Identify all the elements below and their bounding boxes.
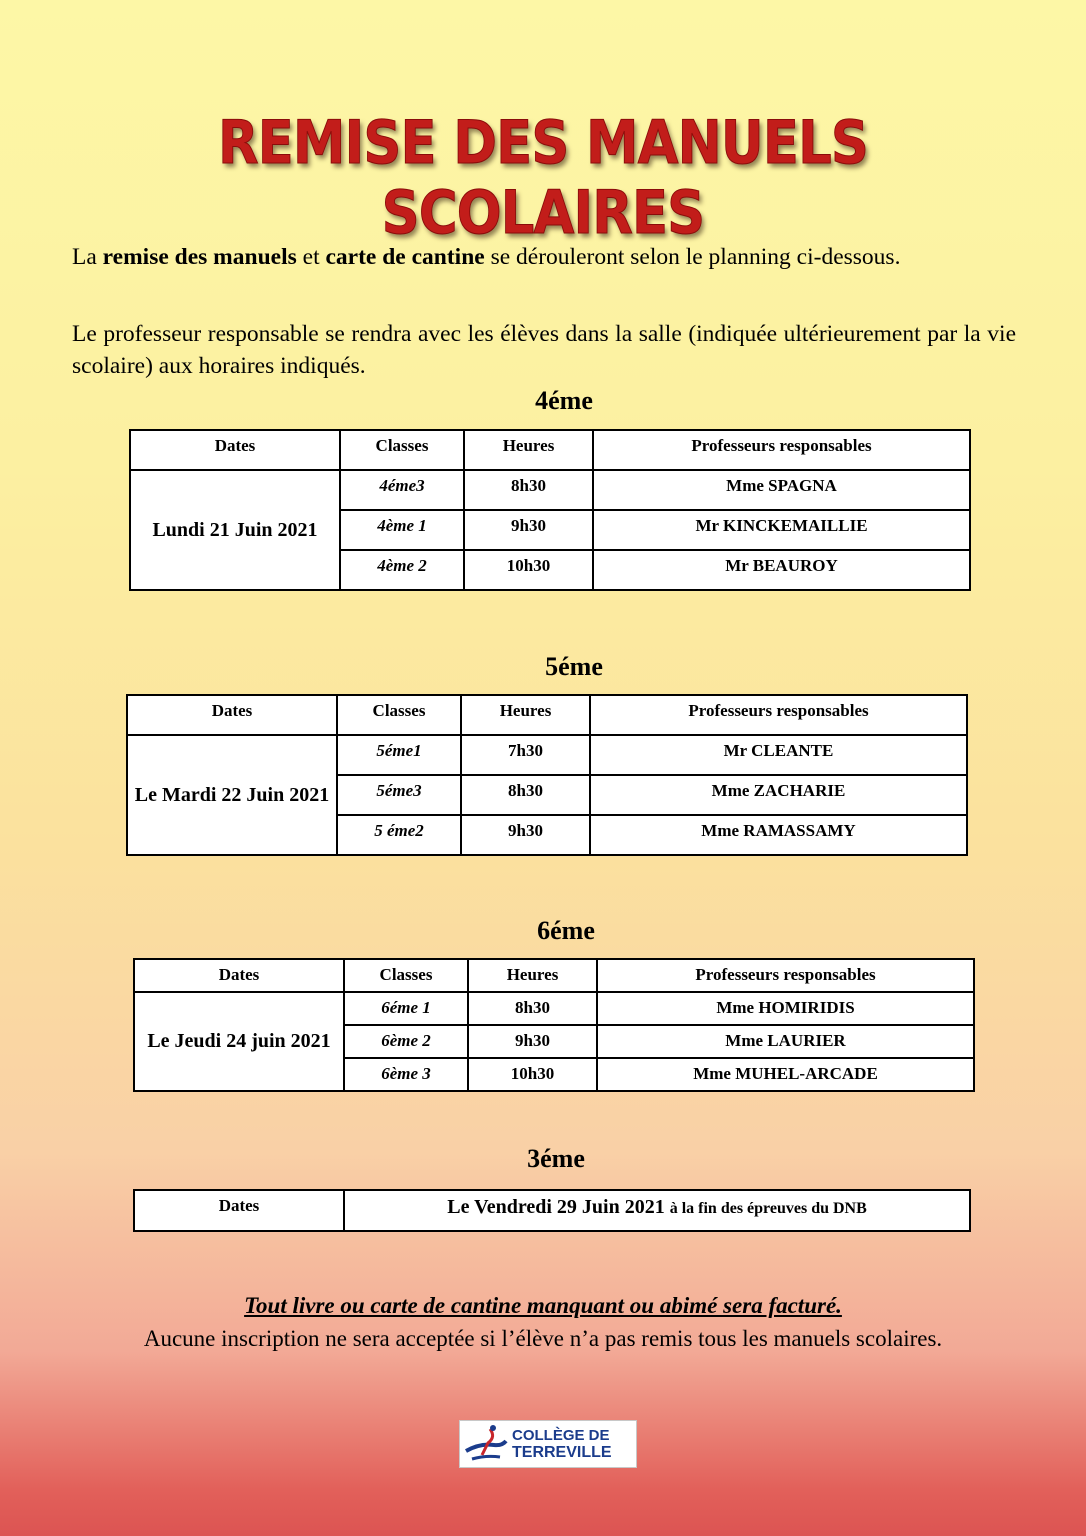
heure-cell: 7h30 bbox=[461, 735, 590, 775]
level-heading-5eme: 5éme bbox=[545, 652, 603, 681]
header-profs: Professeurs responsables bbox=[593, 430, 970, 470]
prof-cell: Mme MUHEL-ARCADE bbox=[597, 1058, 974, 1091]
header-heures: Heures bbox=[464, 430, 593, 470]
prof-cell: Mr CLEANTE bbox=[590, 735, 967, 775]
schedule-table-6eme bbox=[133, 958, 975, 1092]
schedule-table-5eme bbox=[126, 694, 968, 856]
header-profs: Professeurs responsables bbox=[590, 695, 967, 735]
date-cell: Le Mardi 22 Juin 2021 bbox=[127, 735, 337, 855]
intro-text: La bbox=[72, 244, 97, 270]
classe-cell: 4ème 1 bbox=[340, 510, 464, 550]
header-classes: Classes bbox=[344, 959, 468, 992]
heure-cell: 8h30 bbox=[461, 775, 590, 815]
prof-cell: Mr KINCKEMAILLIE bbox=[593, 510, 970, 550]
level-heading-6eme: 6éme bbox=[537, 916, 595, 945]
header-dates: Dates bbox=[127, 695, 337, 735]
intro-paragraph-1 bbox=[72, 241, 1016, 273]
heure-cell: 10h30 bbox=[468, 1058, 597, 1091]
classe-cell: 6ème 3 bbox=[344, 1058, 468, 1091]
table-row bbox=[127, 735, 967, 775]
header-heures: Heures bbox=[461, 695, 590, 735]
header-dates: Dates bbox=[130, 430, 340, 470]
college-logo bbox=[459, 1420, 637, 1468]
classe-cell: 4ème 2 bbox=[340, 550, 464, 590]
classe-cell: 4éme3 bbox=[340, 470, 464, 510]
classe-cell: 6éme 1 bbox=[344, 992, 468, 1025]
level-heading-3eme: 3éme bbox=[527, 1144, 585, 1173]
heure-cell: 8h30 bbox=[464, 470, 593, 510]
date-main: Le Vendredi 29 Juin 2021 bbox=[447, 1196, 665, 1218]
heure-cell: 9h30 bbox=[468, 1025, 597, 1058]
logo-figure-icon bbox=[460, 1421, 510, 1467]
logo-text bbox=[512, 1427, 612, 1461]
prof-cell: Mme SPAGNA bbox=[593, 470, 970, 510]
logo-line-1: COLLÈGE DE bbox=[512, 1427, 610, 1444]
date-suffix: à la fin des épreuves du DNB bbox=[669, 1200, 867, 1217]
schedule-table-4eme bbox=[129, 429, 971, 591]
date-cell: Lundi 21 Juin 2021 bbox=[130, 470, 340, 590]
prof-cell: Mr BEAUROY bbox=[593, 550, 970, 590]
intro-text: et bbox=[302, 244, 320, 270]
prof-cell: Mme HOMIRIDIS bbox=[597, 992, 974, 1025]
schedule-table-3eme bbox=[133, 1189, 971, 1232]
heure-cell: 9h30 bbox=[464, 510, 593, 550]
header-profs: Professeurs responsables bbox=[597, 959, 974, 992]
intro-bold-cantine: carte de cantine bbox=[325, 244, 485, 270]
prof-cell: Mme LAURIER bbox=[597, 1025, 974, 1058]
level-heading-4eme: 4éme bbox=[535, 386, 593, 415]
date-cell: Le Jeudi 24 juin 2021 bbox=[134, 992, 344, 1091]
header-dates: Dates bbox=[134, 1190, 344, 1231]
prof-cell: Mme ZACHARIE bbox=[590, 775, 967, 815]
logo-line-2: TERREVILLE bbox=[512, 1444, 612, 1461]
classe-cell: 6ème 2 bbox=[344, 1025, 468, 1058]
header-classes: Classes bbox=[340, 430, 464, 470]
table-row bbox=[134, 992, 974, 1025]
heure-cell: 10h30 bbox=[464, 550, 593, 590]
intro-bold-manuels: remise des manuels bbox=[102, 244, 297, 270]
footer-note: Aucune inscription ne sera acceptée si l’élève n’a pas remis tous les manuels scolaires. bbox=[143, 1326, 943, 1351]
date-cell-3eme bbox=[344, 1190, 970, 1231]
intro-paragraph-2: Le professeur responsable se rendra avec les élèves dans la salle (indiquée ultérieurement par la vie scolaire) aux horaires indiqués. bbox=[72, 321, 1016, 379]
header-classes: Classes bbox=[337, 695, 461, 735]
classe-cell: 5éme1 bbox=[337, 735, 461, 775]
intro-text: se dérouleront selon le planning ci-dessous. bbox=[490, 244, 901, 270]
classe-cell: 5éme3 bbox=[337, 775, 461, 815]
table-row bbox=[130, 470, 970, 510]
prof-cell: Mme RAMASSAMY bbox=[590, 815, 967, 855]
header-heures: Heures bbox=[468, 959, 597, 992]
heure-cell: 8h30 bbox=[468, 992, 597, 1025]
page-title: REMISE DES MANUELS SCOLAIRES bbox=[217, 108, 869, 248]
heure-cell: 9h30 bbox=[461, 815, 590, 855]
footer-warning: Tout livre ou carte de cantine manquant ou abimé sera facturé. bbox=[244, 1293, 842, 1318]
header-dates: Dates bbox=[134, 959, 344, 992]
classe-cell: 5 éme2 bbox=[337, 815, 461, 855]
